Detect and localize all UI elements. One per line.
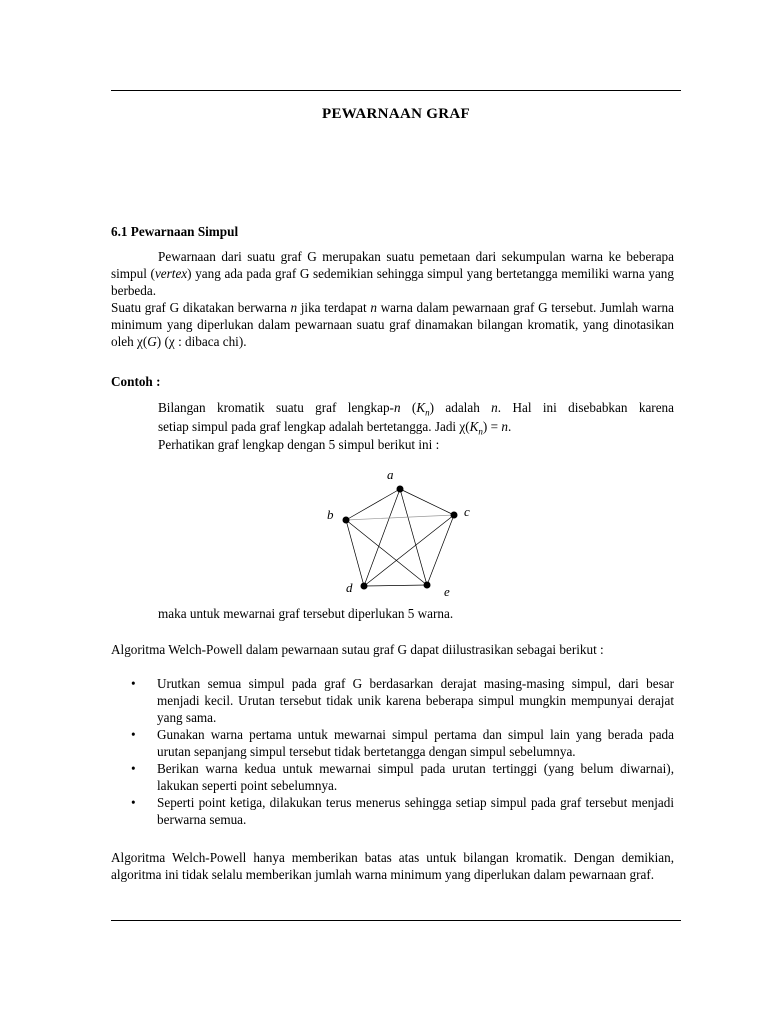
edge-b-c	[346, 515, 454, 520]
page-title: PEWARNAAN GRAF	[322, 106, 470, 122]
edge-b-d	[346, 520, 364, 586]
bullet-icon: •	[131, 761, 136, 776]
vertex-a	[397, 486, 404, 493]
label-d: d	[346, 580, 353, 595]
bullet-icon: •	[131, 676, 136, 691]
vertex-b	[343, 517, 350, 524]
top-rule	[111, 90, 681, 91]
section-heading: 6.1 Pewarnaan Simpul	[111, 224, 239, 239]
example-line-1: Bilangan kromatik suatu graf lengkap-n $(K_n)$ adalah n. Hal ini disebabkan karena	[158, 400, 674, 418]
edge-d-e	[364, 585, 427, 586]
list-item: • Seperti point ketiga, dilakukan terus menerus sehingga setiap simpul pada graf tersebut menjadi berwarna semua.	[131, 795, 674, 827]
algorithm-intro: Algoritma Welch-Powell dalam pewarnaan sutau graf G dapat diilustrasikan sebagai berikut :	[111, 642, 604, 657]
edge-a-e	[400, 489, 427, 585]
example-line-2: setiap simpul pada graf lengkap adalah bertetangga. Jadi $\chi(K_n) = n$.	[158, 419, 512, 437]
edge-a-b	[346, 489, 400, 520]
list-item: • Urutkan semua simpul pada graf G berdasarkan derajat masing-masing simpul, dari besar menjadi kecil. Urutan tersebut tidak unik karena beberapa simpul mungkin mempunyai derajat yang sama.	[131, 676, 674, 725]
list-item: • Gunakan warna pertama untuk mewarnai simpul pertama dan simpul lain yang berada pada urutan sepanjang simpul tersebut tidak bertetangga dengan simpul sebelumnya.	[131, 727, 674, 759]
vertex-c	[451, 512, 458, 519]
section-paragraph-1: Pewarnaan dari suatu graf G merupakan suatu pemetaan dari sekumpulan warna ke beberapa simpul (vertex) yang ada pada graf G sedemikian sehingga simpul yang bertetangga memiliki warna yang berbeda.	[111, 249, 674, 298]
label-e: e	[444, 584, 450, 599]
example-conclusion: maka untuk mewarnai graf tersebut diperlukan 5 warna.	[158, 606, 454, 621]
edge-b-e	[346, 520, 427, 585]
example-line-3: Perhatikan graf lengkap dengan 5 simpul berikut ini :	[158, 437, 440, 452]
vertex-d	[361, 583, 368, 590]
list-item: • Berikan warna kedua untuk mewarnai simpul pada urutan tertinggi (yang belum diwarnai), lakukan seperti point sebelumnya.	[131, 761, 674, 793]
edge-a-c	[400, 489, 454, 515]
bottom-rule	[111, 920, 681, 921]
bullet-icon: •	[131, 795, 136, 810]
k5-graph	[300, 462, 500, 602]
label-a: a	[387, 467, 394, 482]
vertex-e	[424, 582, 431, 589]
bullet-icon: •	[131, 727, 136, 742]
label-b: b	[327, 507, 334, 522]
example-heading: Contoh :	[111, 374, 161, 389]
section-paragraph-2: Suatu graf G dikatakan berwarna n jika terdapat n warna dalam pewarnaan graf G tersebut. Jumlah warna minimum yang diperlukan dalam pewarnaan suatu graf dinamakan bilangan kromatik, yang dinotasikan oleh χ(G) (χ : dibaca chi).	[111, 300, 675, 349]
algorithm-steps	[111, 675, 674, 828]
label-c: c	[464, 504, 470, 519]
algorithm-closing: Algoritma Welch-Powell hanya memberikan batas atas untuk bilangan kromatik. Dengan demikian, algoritma ini tidak selalu memberikan jumlah warna minimum yang diperlukan dalam pewarnaan graf.	[111, 850, 674, 882]
